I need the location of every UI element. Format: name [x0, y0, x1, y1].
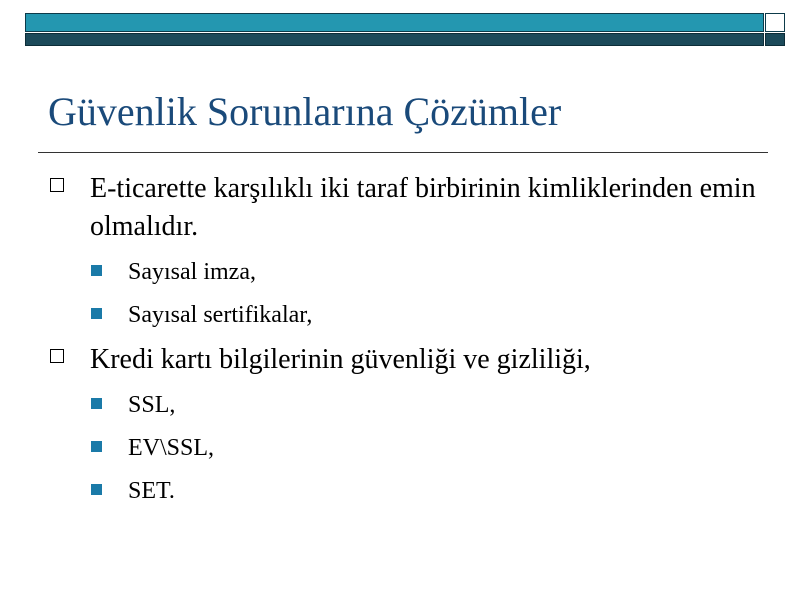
sub-bullet-text: EV\SSL, — [128, 435, 215, 461]
sub-bullet-item — [48, 255, 768, 289]
bullet-item — [48, 341, 768, 379]
title-underline — [38, 152, 768, 153]
hollow-square-bullet-icon — [50, 349, 64, 363]
sub-bullet-item — [48, 298, 768, 332]
header-square-bottom — [765, 33, 785, 46]
header-bar-top — [25, 13, 764, 32]
filled-square-bullet-icon — [91, 308, 102, 319]
sub-bullet-text: SET. — [128, 478, 175, 504]
bullet-item — [48, 170, 768, 246]
filled-square-bullet-icon — [91, 265, 102, 276]
filled-square-bullet-icon — [91, 441, 102, 452]
slide-title: Güvenlik Sorunlarına Çözümler — [48, 89, 562, 134]
header-bar-bottom — [25, 33, 764, 46]
sub-bullet-text: SSL, — [128, 392, 176, 418]
sub-bullet-item — [48, 388, 768, 422]
hollow-square-bullet-icon — [50, 178, 64, 192]
filled-square-bullet-icon — [91, 398, 102, 409]
filled-square-bullet-icon — [91, 484, 102, 495]
header-square-top — [765, 13, 785, 32]
slide-content — [48, 170, 768, 508]
sub-bullet-item — [48, 431, 768, 465]
sub-bullet-text: Sayısal sertifikalar, — [128, 302, 313, 328]
sub-bullet-item — [48, 474, 768, 508]
bullet-text: Kredi kartı bilgilerinin güvenliği ve gizliliği, — [90, 344, 591, 375]
sub-bullet-text: Sayısal imza, — [128, 259, 256, 285]
bullet-text: E-ticarette karşılıklı iki taraf birbirinin kimliklerinden emin olmalıdır. — [90, 173, 756, 242]
